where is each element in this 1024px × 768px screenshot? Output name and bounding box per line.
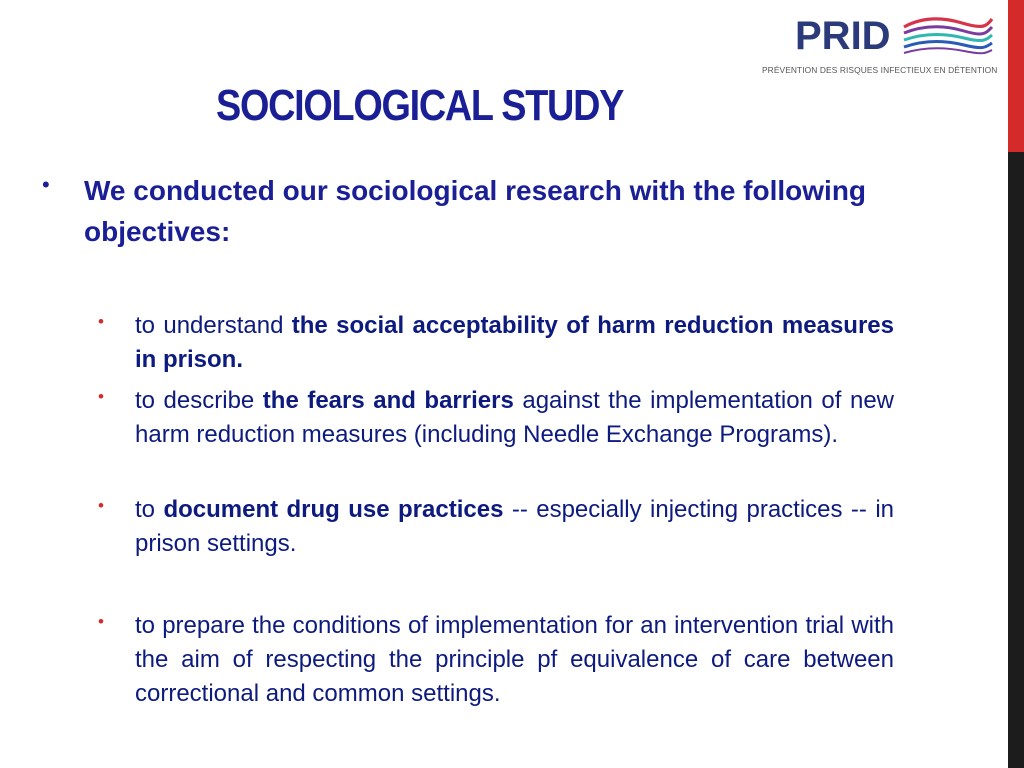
right-edge-accent (1008, 0, 1024, 152)
wave-logo-icon (902, 13, 994, 61)
bullet-dot: • (98, 612, 104, 631)
intro-text: We conducted our sociological research with the following objectives: (84, 175, 867, 247)
objective-text: to document drug use practices -- especially injecting practices -- in prison settings. (135, 496, 895, 557)
bullet-dot: • (98, 387, 104, 406)
logo-wordmark: PRID (795, 14, 891, 58)
objective-text: to understand the social acceptability of harm reduction measures in prison. (135, 312, 894, 373)
prid-logo (754, 8, 1000, 78)
bullet-dot: • (98, 312, 104, 331)
objective-item (98, 384, 894, 452)
bullet-dot: • (98, 496, 104, 515)
objective-text: to prepare the conditions of implementation for an intervention trial with the aim of respecting the principle pf equivalence of care between correctional and common settings. (135, 612, 894, 707)
objective-item (98, 609, 894, 711)
objective-item (98, 493, 894, 561)
logo-tagline: PRÉVENTION DES RISQUES INFECTIEUX EN DÉTENTION (762, 65, 998, 75)
bullet-dot: • (42, 172, 50, 197)
slide-title: SOCIOLOGICAL STUDY (216, 81, 624, 130)
objective-text: to describe the fears and barriers against the implementation of new harm reduction measures (including Needle Exchange Programs). (135, 387, 894, 448)
objective-item (98, 309, 894, 377)
